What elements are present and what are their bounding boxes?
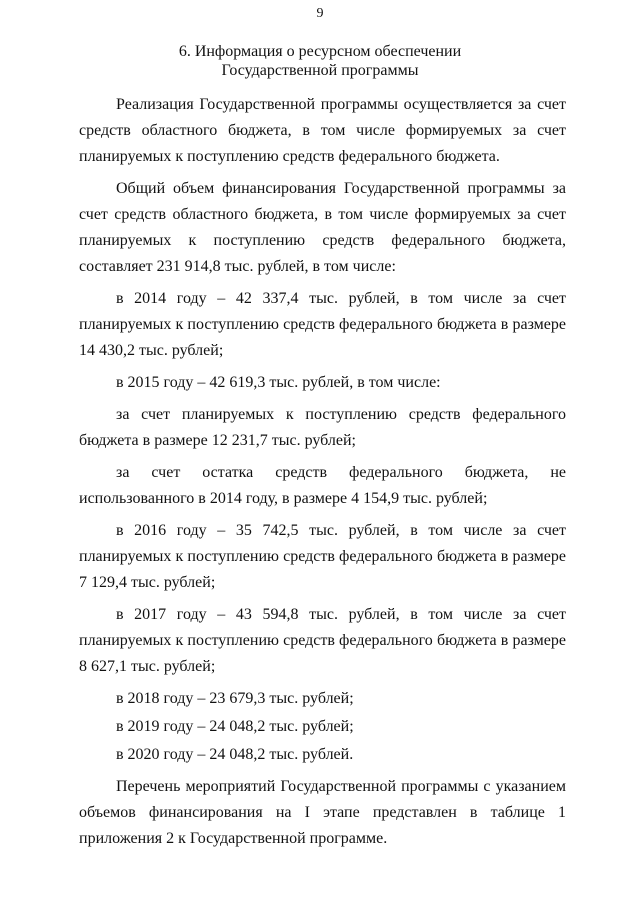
section-heading <box>0 42 640 80</box>
paragraph-year-2020: в 2020 году – 24 048,2 тыс. рублей. <box>116 746 354 763</box>
paragraph-2015-planned-federal: за счет планируемых к поступлению средств федерального бюджета в размере 12 231,7 тыс. рублей; <box>79 406 566 449</box>
paragraph-year-2017: в 2017 году – 43 594,8 тыс. рублей, в том числе за счет планируемых к поступлению средств федерального бюджета в размере 8 627,1 тыс. рублей; <box>79 606 566 675</box>
paragraph-year-2014: в 2014 году – 42 337,4 тыс. рублей, в том числе за счет планируемых к поступлению средств федерального бюджета в размере 14 430,2 тыс. рублей; <box>79 290 566 359</box>
paragraph-total-financing: Общий объем финансирования Государственной программы за счет средств областного бюджета, в том числе формируемых за счет планируемых к поступлению средств федерального бюджета, составляет 231 914,8 тыс. рублей, в том числе: <box>79 180 566 275</box>
paragraph-activities-list: Перечень мероприятий Государственной программы с указанием объемов финансирования на I этапе представлен в таблице 1 приложения 2 к Государственной программе. <box>79 778 566 847</box>
paragraph-year-2019: в 2019 году – 24 048,2 тыс. рублей; <box>116 718 354 735</box>
paragraph-year-2015: в 2015 году – 42 619,3 тыс. рублей, в том числе: <box>116 374 441 391</box>
page-number: 9 <box>316 6 324 21</box>
body-text <box>79 92 566 858</box>
paragraph-year-2018: в 2018 году – 23 679,3 тыс. рублей; <box>116 690 354 707</box>
paragraph-year-2016: в 2016 году – 35 742,5 тыс. рублей, в том числе за счет планируемых к поступлению средств федерального бюджета в размере 7 129,4 тыс. рублей; <box>79 522 566 591</box>
paragraph-implementation: Реализация Государственной программы осуществляется за счет средств областного бюджета, в том числе формируемых за счет планируемых к поступлению средств федерального бюджета. <box>79 96 566 165</box>
section-heading-line-2: Государственной программы <box>221 62 419 79</box>
section-heading-line-1: 6. Информация о ресурсном обеспечении <box>178 43 462 60</box>
paragraph-2015-federal-remainder: за счет остатка средств федерального бюджета, не использованного в 2014 году, в размере 4 154,9 тыс. рублей; <box>79 464 566 507</box>
